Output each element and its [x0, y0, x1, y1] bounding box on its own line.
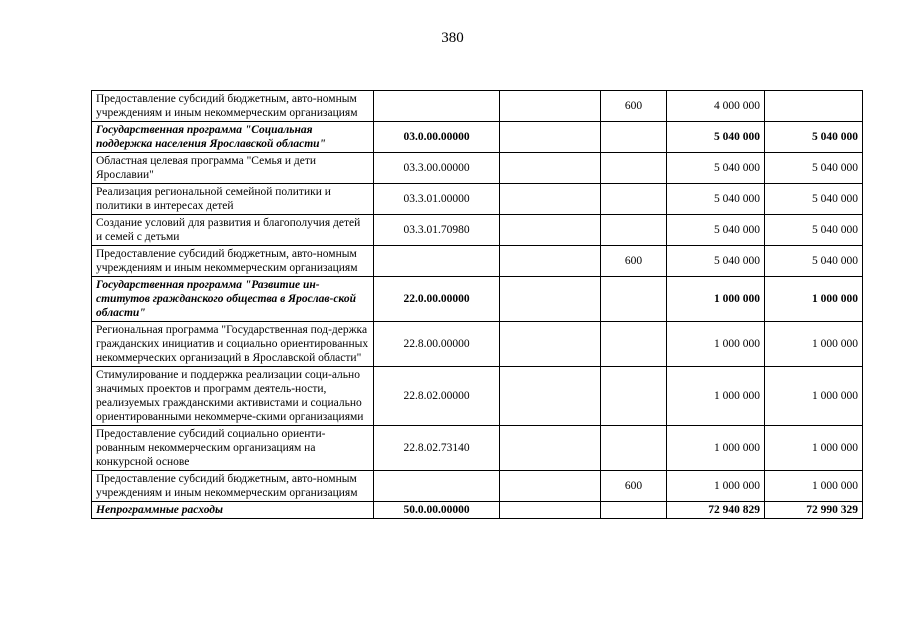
row-name-cell: Государственная программа "Социальная поддержка населения Ярославской области": [92, 122, 374, 153]
row-name-cell: Региональная программа "Государственная под-держка гражданских инициатив и социально ориентированных некоммерческих организаций в Ярославской области": [92, 322, 374, 367]
table-row: [92, 184, 863, 215]
row-name-cell: Областная целевая программа "Семья и дети Ярославии": [92, 153, 374, 184]
row-name-cell: Государственная программа "Развитие ин-ститутов гражданского общества в Ярослав-ской области": [92, 277, 374, 322]
row-sum-year1-cell: 4 000 000: [667, 91, 765, 122]
row-name-cell: Предоставление субсидий бюджетным, авто-номным учреждениям и иным некоммерческим организациям: [92, 91, 374, 122]
row-code-cell: 22.8.00.00000: [374, 322, 500, 367]
row-sum-year1-cell: 5 040 000: [667, 184, 765, 215]
row-blank-cell: [500, 426, 601, 471]
row-expense-type-cell: [601, 502, 667, 519]
row-expense-type-cell: [601, 322, 667, 367]
row-blank-cell: [500, 277, 601, 322]
row-blank-cell: [500, 122, 601, 153]
row-code-cell: 50.0.00.00000: [374, 502, 500, 519]
row-blank-cell: [500, 91, 601, 122]
table-row: [92, 215, 863, 246]
row-sum-year1-cell: 5 040 000: [667, 215, 765, 246]
table-row: [92, 367, 863, 426]
row-code-cell: 22.8.02.00000: [374, 367, 500, 426]
row-blank-cell: [500, 322, 601, 367]
row-code-cell: 22.0.00.00000: [374, 277, 500, 322]
row-code-cell: [374, 91, 500, 122]
row-name-cell: Непрограммные расходы: [92, 502, 374, 519]
row-sum-year1-cell: 1 000 000: [667, 471, 765, 502]
row-sum-year2-cell: 5 040 000: [765, 215, 863, 246]
row-name-cell: Стимулирование и поддержка реализации соци-ально значимых проектов и программ деятель-ности, реализуемых гражданскими активистами и социально ориентированными некоммерче-скими организациями: [92, 367, 374, 426]
row-blank-cell: [500, 367, 601, 426]
row-expense-type-cell: 600: [601, 246, 667, 277]
table-row: [92, 153, 863, 184]
row-expense-type-cell: [601, 215, 667, 246]
row-name-cell: Создание условий для развития и благополучия детей и семей с детьми: [92, 215, 374, 246]
row-blank-cell: [500, 153, 601, 184]
row-blank-cell: [500, 246, 601, 277]
row-code-cell: 03.3.00.00000: [374, 153, 500, 184]
row-expense-type-cell: [601, 367, 667, 426]
table-row: [92, 122, 863, 153]
row-sum-year2-cell: 5 040 000: [765, 246, 863, 277]
row-sum-year1-cell: 72 940 829: [667, 502, 765, 519]
row-sum-year2-cell: 5 040 000: [765, 122, 863, 153]
row-code-cell: [374, 471, 500, 502]
row-sum-year1-cell: 5 040 000: [667, 122, 765, 153]
row-sum-year1-cell: 5 040 000: [667, 153, 765, 184]
row-code-cell: 03.3.01.70980: [374, 215, 500, 246]
row-expense-type-cell: 600: [601, 471, 667, 502]
row-sum-year1-cell: 1 000 000: [667, 322, 765, 367]
row-name-cell: Предоставление субсидий социально ориенти-рованным некоммерческим организациям на конкурсной основе: [92, 426, 374, 471]
table-row: [92, 91, 863, 122]
row-code-cell: 03.3.01.00000: [374, 184, 500, 215]
budget-table: [91, 90, 863, 519]
row-code-cell: 22.8.02.73140: [374, 426, 500, 471]
row-blank-cell: [500, 471, 601, 502]
row-sum-year1-cell: 1 000 000: [667, 367, 765, 426]
table-row: [92, 277, 863, 322]
row-blank-cell: [500, 502, 601, 519]
row-name-cell: Реализация региональной семейной политики и политики в интересах детей: [92, 184, 374, 215]
row-sum-year2-cell: 1 000 000: [765, 367, 863, 426]
table-row: [92, 322, 863, 367]
table-row: [92, 502, 863, 519]
row-sum-year2-cell: 1 000 000: [765, 277, 863, 322]
row-expense-type-cell: [601, 426, 667, 471]
row-blank-cell: [500, 184, 601, 215]
row-sum-year1-cell: 1 000 000: [667, 277, 765, 322]
row-sum-year2-cell: 1 000 000: [765, 471, 863, 502]
table-row: [92, 471, 863, 502]
row-sum-year2-cell: 1 000 000: [765, 426, 863, 471]
row-sum-year2-cell: 5 040 000: [765, 153, 863, 184]
table-row: [92, 246, 863, 277]
row-name-cell: Предоставление субсидий бюджетным, авто-номным учреждениям и иным некоммерческим организациям: [92, 246, 374, 277]
row-code-cell: [374, 246, 500, 277]
row-expense-type-cell: [601, 277, 667, 322]
row-name-cell: Предоставление субсидий бюджетным, авто-номным учреждениям и иным некоммерческим организациям: [92, 471, 374, 502]
row-sum-year1-cell: 1 000 000: [667, 426, 765, 471]
page-number: 380: [441, 30, 464, 46]
row-expense-type-cell: [601, 184, 667, 215]
row-blank-cell: [500, 215, 601, 246]
row-code-cell: 03.0.00.00000: [374, 122, 500, 153]
row-sum-year2-cell: 1 000 000: [765, 322, 863, 367]
row-sum-year2-cell: 5 040 000: [765, 184, 863, 215]
row-expense-type-cell: [601, 122, 667, 153]
row-expense-type-cell: [601, 153, 667, 184]
row-expense-type-cell: 600: [601, 91, 667, 122]
row-sum-year1-cell: 5 040 000: [667, 246, 765, 277]
row-sum-year2-cell: [765, 91, 863, 122]
row-sum-year2-cell: 72 990 329: [765, 502, 863, 519]
table-row: [92, 426, 863, 471]
